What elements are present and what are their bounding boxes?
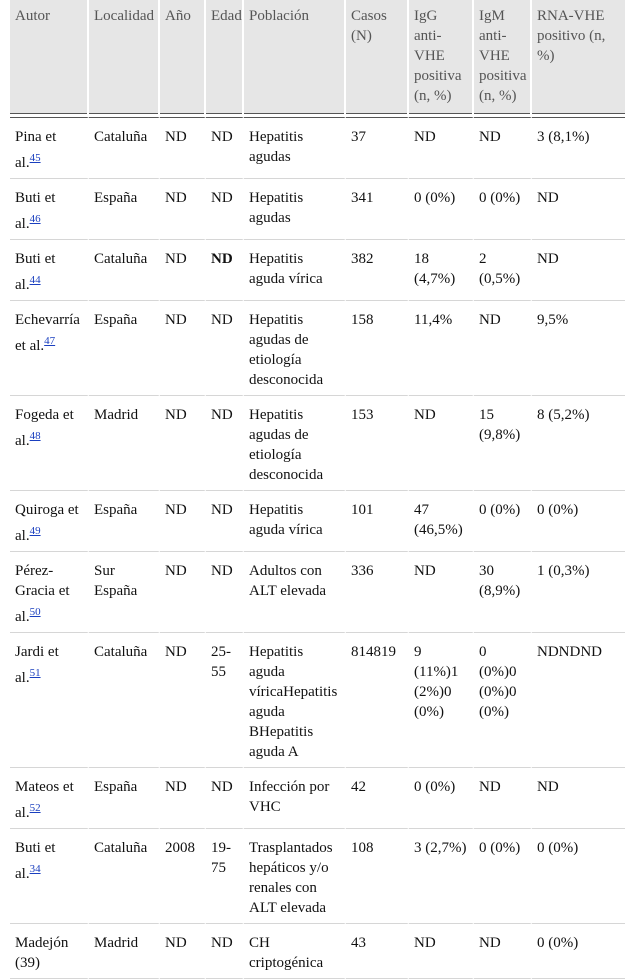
cell-anio: ND — [160, 396, 206, 491]
cell-localidad: Madrid — [89, 396, 160, 491]
cell-edad: ND — [206, 396, 244, 491]
cell-casos: 341 — [346, 179, 409, 240]
author-name: Buti et al. — [15, 190, 56, 232]
cell-casos: 336 — [346, 552, 409, 633]
cell-igg: ND — [409, 396, 474, 491]
cell-edad: ND — [206, 552, 244, 633]
cell-casos: 382 — [346, 240, 409, 301]
table-row — [10, 552, 625, 633]
cell-edad: ND — [206, 768, 244, 829]
cell-autor — [10, 301, 89, 396]
cell-igg: ND — [409, 117, 474, 179]
header-casos: Casos (N) — [346, 0, 409, 117]
table-row — [10, 491, 625, 552]
cell-anio: ND — [160, 924, 206, 979]
header-poblacion: Población — [244, 0, 346, 117]
reference-link[interactable]: 44 — [29, 274, 41, 286]
table-row — [10, 117, 625, 179]
cell-poblacion: Hepatitis aguda vírica — [244, 240, 346, 301]
cell-igm: 15 (9,8%) — [474, 396, 532, 491]
cell-edad: 19-75 — [206, 829, 244, 924]
cell-edad: ND — [206, 117, 244, 179]
header-autor: Autor — [10, 0, 89, 117]
author-name: Madejón (39) — [15, 935, 69, 971]
cell-localidad: Madrid — [89, 924, 160, 979]
reference-link[interactable]: 50 — [29, 606, 41, 618]
cell-localidad: Cataluña — [89, 240, 160, 301]
reference-link[interactable]: 51 — [29, 667, 41, 679]
cell-igg: 9 (11%)1 (2%)0 (0%) — [409, 633, 474, 768]
cell-anio: ND — [160, 301, 206, 396]
cell-anio: ND — [160, 491, 206, 552]
cell-edad: ND — [206, 924, 244, 979]
author-name: Buti et al. — [15, 251, 56, 293]
author-name: Pina et al. — [15, 129, 57, 171]
author-name: Jardi et al. — [15, 644, 59, 686]
cell-localidad: Cataluña — [89, 633, 160, 768]
cell-igg: 3 (2,7%) — [409, 829, 474, 924]
cell-rna: ND — [532, 240, 625, 301]
cell-localidad: Cataluña — [89, 117, 160, 179]
table-row — [10, 396, 625, 491]
cell-anio: 2008 — [160, 829, 206, 924]
header-anio: Año — [160, 0, 206, 117]
cell-igm: 2 (0,5%) — [474, 240, 532, 301]
table-row — [10, 179, 625, 240]
cell-poblacion: Hepatitis agudas de etiología desconocida — [244, 301, 346, 396]
cell-anio: ND — [160, 552, 206, 633]
header-igg: IgG anti-VHE positiva (n, %) — [409, 0, 474, 117]
table-row — [10, 301, 625, 396]
cell-igg: 0 (0%) — [409, 768, 474, 829]
cell-localidad: España — [89, 179, 160, 240]
cell-poblacion: CH criptogénica — [244, 924, 346, 979]
reference-link[interactable]: 45 — [29, 152, 41, 164]
author-name: Buti et al. — [15, 840, 56, 882]
cell-edad: ND — [206, 301, 244, 396]
cell-poblacion: Hepatitis agudas de etiología desconocida — [244, 396, 346, 491]
cell-edad: ND — [206, 179, 244, 240]
cell-poblacion: Hepatitis aguda vírica — [244, 491, 346, 552]
cell-rna: 8 (5,2%) — [532, 396, 625, 491]
cell-casos: 43 — [346, 924, 409, 979]
cell-igm: ND — [474, 117, 532, 179]
cell-rna: 0 (0%) — [532, 491, 625, 552]
cell-casos: 37 — [346, 117, 409, 179]
cell-localidad: España — [89, 301, 160, 396]
cell-rna: 0 (0%) — [532, 829, 625, 924]
cell-casos: 101 — [346, 491, 409, 552]
cell-igm: 30 (8,9%) — [474, 552, 532, 633]
author-name: Echevarría et al. — [15, 312, 80, 354]
cell-autor — [10, 117, 89, 179]
header-localidad: Localidad — [89, 0, 160, 117]
table-header-row — [10, 0, 625, 117]
reference-link[interactable]: 48 — [29, 430, 41, 442]
reference-link[interactable]: 52 — [29, 802, 41, 814]
cell-casos: 153 — [346, 396, 409, 491]
cell-poblacion: Adultos con ALT elevada — [244, 552, 346, 633]
hepatitis-e-studies-table — [10, 0, 625, 979]
cell-igm: 0 (0%) — [474, 491, 532, 552]
table-row — [10, 829, 625, 924]
cell-igg: 0 (0%) — [409, 179, 474, 240]
cell-igg: ND — [409, 552, 474, 633]
cell-igg: ND — [409, 924, 474, 979]
cell-rna: 1 (0,3%) — [532, 552, 625, 633]
cell-poblacion: Infección por VHC — [244, 768, 346, 829]
cell-rna: NDNDND — [532, 633, 625, 768]
cell-anio: ND — [160, 179, 206, 240]
cell-rna: 0 (0%) — [532, 924, 625, 979]
cell-rna: 9,5% — [532, 301, 625, 396]
cell-igm: 0 (0%)0 (0%)0 (0%) — [474, 633, 532, 768]
cell-rna: ND — [532, 179, 625, 240]
cell-autor — [10, 491, 89, 552]
cell-anio: ND — [160, 117, 206, 179]
cell-casos: 108 — [346, 829, 409, 924]
cell-localidad: España — [89, 768, 160, 829]
cell-casos: 814819 — [346, 633, 409, 768]
cell-casos: 42 — [346, 768, 409, 829]
cell-edad: 25-55 — [206, 633, 244, 768]
cell-edad: ND — [206, 240, 244, 301]
cell-autor — [10, 240, 89, 301]
cell-autor — [10, 179, 89, 240]
cell-autor — [10, 924, 89, 979]
cell-edad: ND — [206, 491, 244, 552]
cell-poblacion: Hepatitis aguda víricaHepatitis aguda BHepatitis aguda A — [244, 633, 346, 768]
cell-autor — [10, 829, 89, 924]
header-edad: Edad — [206, 0, 244, 117]
cell-rna: ND — [532, 768, 625, 829]
cell-localidad: Cataluña — [89, 829, 160, 924]
cell-igm: ND — [474, 301, 532, 396]
cell-igm: 0 (0%) — [474, 179, 532, 240]
table-body — [10, 117, 625, 979]
cell-poblacion: Hepatitis agudas — [244, 179, 346, 240]
author-name: Pérez-Gracia et al. — [15, 563, 70, 625]
cell-rna: 3 (8,1%) — [532, 117, 625, 179]
cell-anio: ND — [160, 240, 206, 301]
table-row — [10, 768, 625, 829]
cell-anio: ND — [160, 768, 206, 829]
cell-igg: 11,4% — [409, 301, 474, 396]
cell-autor — [10, 633, 89, 768]
cell-autor — [10, 768, 89, 829]
cell-igm: 0 (0%) — [474, 829, 532, 924]
cell-igm: ND — [474, 924, 532, 979]
cell-poblacion: Trasplantados hepáticos y/o renales con ALT elevada — [244, 829, 346, 924]
author-name: Quiroga et al. — [15, 502, 79, 544]
reference-link[interactable]: 49 — [29, 525, 41, 537]
reference-link[interactable]: 34 — [29, 863, 41, 875]
header-igm: IgM anti-VHE positiva (n, %) — [474, 0, 532, 117]
author-name: Mateos et al. — [15, 779, 74, 821]
header-rna: RNA-VHE positivo (n, %) — [532, 0, 625, 117]
cell-localidad: España — [89, 491, 160, 552]
cell-poblacion: Hepatitis agudas — [244, 117, 346, 179]
cell-igm: ND — [474, 768, 532, 829]
table-row — [10, 924, 625, 979]
reference-link[interactable]: 47 — [44, 335, 56, 347]
cell-igg: 18 (4,7%) — [409, 240, 474, 301]
cell-casos: 158 — [346, 301, 409, 396]
cell-localidad: Sur España — [89, 552, 160, 633]
table-row — [10, 633, 625, 768]
cell-igg: 47 (46,5%) — [409, 491, 474, 552]
cell-anio: ND — [160, 633, 206, 768]
cell-autor — [10, 396, 89, 491]
cell-autor — [10, 552, 89, 633]
table-row — [10, 240, 625, 301]
reference-link[interactable]: 46 — [29, 213, 41, 225]
author-name: Fogeda et al. — [15, 407, 74, 449]
